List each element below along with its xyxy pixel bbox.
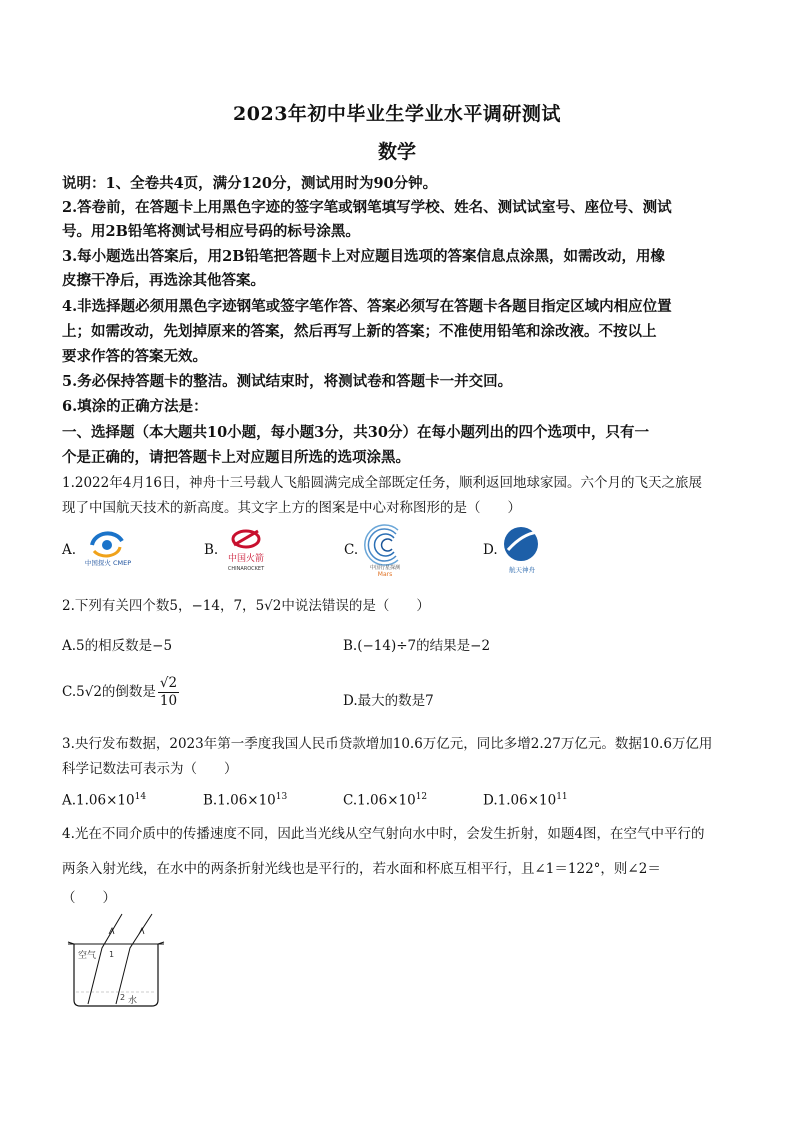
instruction-line: 2.答卷前，在答题卡上用黑色字迹的签字笔或钢笔填写学校、姓名、测试试室号、座位号、测试 — [62, 199, 672, 216]
option-d-label: D. — [483, 542, 498, 558]
section-heading: 个是正确的，请把答题卡上对应题目所选的选项涂黑。 — [62, 449, 410, 466]
option-label: A. — [62, 792, 77, 809]
cmep-logo-icon — [84, 525, 132, 577]
instruction-line: 要求作答的答案无效。 — [62, 348, 207, 365]
shenzhou-logo-text: 航天神舟 — [509, 566, 535, 574]
q2-b-suffix: 的结果是−2 — [416, 638, 491, 654]
instruction-line: 说明：1、全卷共4页，满分120分，测试用时为90分钟。 — [62, 175, 438, 192]
instruction-line: 皮擦干净后，再选涂其他答案。 — [62, 272, 265, 289]
mars-exploration-logo-icon — [358, 522, 412, 582]
q2-c-fraction — [158, 675, 179, 710]
q3-option-c — [343, 792, 427, 809]
angle-2-label: 2 — [120, 993, 126, 1002]
china-rocket-logo-subtext: CHINAROCKET — [227, 566, 265, 572]
option-base: 1.06×10 — [76, 792, 135, 809]
instruction-line: 5.务必保持答题卡的整洁。测试结束时，将测试卷和答题卡一并交回。 — [62, 373, 513, 390]
instruction-line: 6.填涂的正确方法是： — [62, 398, 208, 415]
q2-b-prefix: B. — [343, 638, 358, 654]
mars-logo-subtext: Mars — [377, 571, 393, 578]
option-exponent: 12 — [415, 792, 428, 802]
shenzhou-logo-icon — [500, 524, 544, 580]
option-exponent: 14 — [134, 792, 147, 802]
mars-logo-text: 中国行星探测 — [369, 565, 401, 571]
instruction-line: 3.每小题选出答案后，用2B铅笔把答题卡上对应题目选项的答案信息点涂黑，如需改动，用橡 — [62, 248, 665, 265]
q3-option-d — [483, 792, 568, 809]
option-c-label: C. — [344, 542, 359, 558]
q2-option-c — [62, 675, 181, 710]
instruction-line: 4.非选择题必须用黑色字迹钢笔或签字笔作答、答案必须写在答题卡各题目指定区域内相应位置 — [62, 298, 672, 315]
instruction-line: 上；如需改动，先划掉原来的答案，然后再写上新的答案；不准使用铅笔和涂改液。不按以上 — [62, 323, 657, 340]
fraction-denominator: 10 — [159, 693, 178, 709]
china-rocket-logo-icon — [218, 527, 274, 577]
option-label: D. — [483, 792, 498, 809]
question-1-text: 现了中国航天技术的新高度。其文字上方的图案是中心对称图形的是（ ） — [62, 500, 521, 516]
q2-option-b — [343, 634, 490, 654]
option-label: C. — [343, 792, 358, 809]
question-4-text: 4.光在不同介质中的传播速度不同，因此当光线从空气射向水中时，会发生折射，如题4图，在空气中平行的 — [62, 826, 705, 842]
exam-title: 2023年初中毕业生学业水平调研测试 — [233, 103, 561, 125]
q2-c-root: 5√2 — [76, 684, 102, 700]
option-base: 1.06×10 — [497, 792, 557, 809]
option-b-label: B. — [204, 542, 219, 558]
china-rocket-logo-text: 中国火箭 — [227, 554, 265, 564]
q2-b-expression: (−14)÷7 — [357, 638, 417, 654]
q2-c-mid: 的倒数是 — [101, 684, 156, 700]
q2-option-a: A.5的相反数是−5 — [62, 638, 173, 654]
question-4-text: （ ） — [62, 890, 116, 906]
fraction-numerator: √2 — [159, 675, 178, 691]
question-3-text: 科学记数法可表示为（ ） — [62, 761, 238, 777]
question-2-text — [62, 594, 734, 618]
q2-c-prefix: C. — [62, 684, 77, 700]
option-base: 1.06×10 — [357, 792, 416, 809]
refraction-figure — [64, 912, 174, 1016]
q2-option-d: D.最大的数是7 — [343, 693, 434, 709]
q2-stem-post: 中说法错误的是（ ） — [281, 598, 430, 614]
question-1-text: 1.2022年4月16日，神舟十三号载人飞船圆满完成全部既定任务，顺利返回地球家园。六个月的飞天之旅展 — [62, 475, 703, 491]
option-exponent: 11 — [556, 792, 568, 802]
air-label: 空气 — [78, 951, 97, 961]
q3-option-a — [62, 792, 146, 809]
option-base: 1.06×10 — [217, 792, 276, 809]
option-a-label: A. — [62, 542, 77, 558]
water-label: 水 — [128, 996, 138, 1006]
angle-1-label: 1 — [109, 950, 115, 959]
q2-stem-root: 5√2 — [255, 598, 282, 614]
option-label: B. — [203, 792, 218, 809]
instruction-line: 号。用2B铅笔将测试号相应号码的标号涂黑。 — [62, 223, 360, 240]
q2-stem-pre: 2.下列有关四个数5，−14，7， — [62, 598, 256, 614]
subject-title: 数学 — [377, 141, 416, 163]
option-exponent: 13 — [275, 792, 288, 802]
cmep-logo-text: 中国探火 CMEP — [84, 559, 132, 567]
section-heading: 一、选择题（本大题共10小题，每小题3分，共30分）在每小题列出的四个选项中，只有一 — [62, 424, 649, 441]
question-4-text: 两条入射光线，在水中的两条折射光线也是平行的，若水面和杯底互相平行，且∠1＝122°，则∠2＝ — [62, 861, 661, 877]
q3-option-b — [203, 792, 287, 809]
question-3-text: 3.央行发布数据，2023年第一季度我国人民币贷款增加10.6万亿元，同比多增2.27万亿元。数据10.6万亿用 — [62, 736, 713, 752]
